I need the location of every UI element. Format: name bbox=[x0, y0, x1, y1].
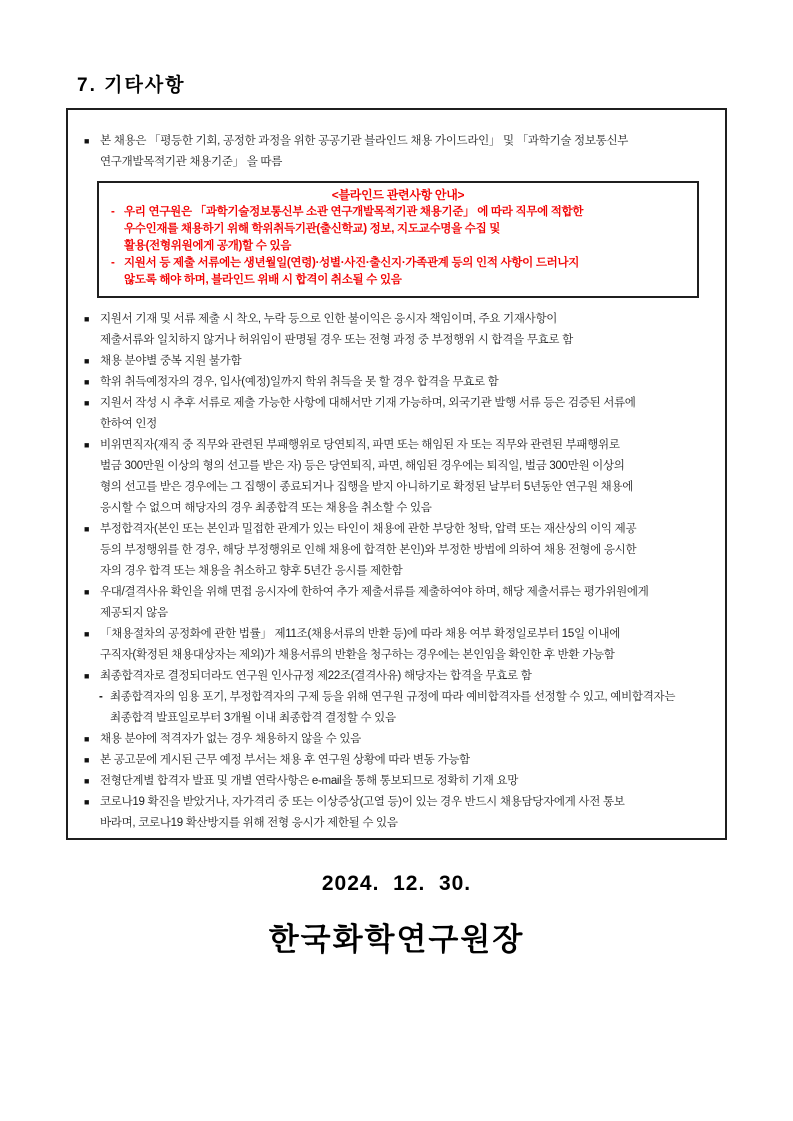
notice-line: 코로나19 확진을 받았거나, 자가격리 중 또는 이상증상(고열 등)이 있는 경우 반드시 채용담당자에게 사전 통보 bbox=[100, 796, 625, 808]
document-date: 2024. 12. 30. bbox=[321, 872, 472, 895]
notice-line: 채용 분야에 적격자가 없는 경우 채용하지 않을 수 있음 bbox=[100, 733, 361, 745]
notice-item-text bbox=[124, 255, 579, 289]
notice-item bbox=[84, 519, 713, 582]
notice-line: 자의 경우 합격 또는 채용을 취소하고 향후 5년간 응시를 제한함 bbox=[100, 565, 403, 577]
notice-items bbox=[84, 309, 713, 834]
notice-item bbox=[84, 792, 713, 834]
notice-line: 연구개발목적기관 채용기준」 을 따름 bbox=[100, 156, 283, 168]
notice-line: 등의 부정행위를 한 경우, 해당 부정행위로 인해 채용에 합격한 본인)와 부정한 방법에 의하여 채용 전형에 응시한 bbox=[100, 544, 637, 556]
section-title: 7. 기타사항 bbox=[77, 75, 186, 96]
notice-line: 활용(전형위원에게 공개)할 수 있음 bbox=[124, 240, 292, 252]
notice-line: 전형단계별 합격자 발표 및 개별 연락사항은 e-mail을 통해 통보되므로 정확히 기재 요망 bbox=[100, 775, 519, 787]
notice-line: 부정합격자(본인 또는 본인과 밀접한 관계가 있는 타인이 채용에 관한 부당한 청탁, 압력 또는 재산상의 이익 제공 bbox=[100, 523, 637, 535]
notice-line: 「채용절차의 공정화에 관한 법률」 제11조(채용서류의 반환 등)에 따라 채용 여부 확정일로부터 15일 이내에 bbox=[100, 628, 621, 640]
notice-line: 응시할 수 없으며 해당자의 경우 최종합격 또는 채용을 취소할 수 있음 bbox=[100, 502, 432, 514]
notice-item bbox=[84, 372, 713, 393]
bullet-marker: ■ bbox=[84, 587, 90, 597]
notice-item-text bbox=[100, 750, 470, 771]
notice-item bbox=[84, 666, 713, 687]
notice-line: 우리 연구원은 「과학기술정보통신부 소관 연구개발목적기관 채용기준」 에 따라 직무에 적합한 bbox=[124, 206, 584, 218]
notice-line: 최종합격자로 결정되더라도 연구원 인사규정 제22조(결격사유) 해당자는 합격을 무효로 함 bbox=[100, 670, 532, 682]
notice-item bbox=[99, 687, 713, 729]
notice-item-text bbox=[100, 372, 499, 393]
notice-item bbox=[84, 131, 713, 173]
notice-item bbox=[111, 204, 685, 255]
bullet-marker: ■ bbox=[84, 377, 90, 387]
blind-box-title: <블라인드 관련사항 안내> bbox=[331, 188, 465, 202]
bullet-marker: - bbox=[99, 691, 103, 703]
notice-item bbox=[84, 624, 713, 666]
bullet-marker: ■ bbox=[84, 440, 90, 450]
notice-line: 제공되지 않음 bbox=[100, 607, 168, 619]
bullet-marker: ■ bbox=[84, 524, 90, 534]
notice-item bbox=[84, 771, 713, 792]
notice-line: 우수인재를 채용하기 위해 학위취득기관(출신학교) 정보, 지도교수명을 수집 및 bbox=[124, 223, 501, 235]
notice-line: 우대/결격사유 확인을 위해 면접 응시자에 한하여 추가 제출서류를 제출하여야 하며, 해당 제출서류는 평가위원에게 bbox=[100, 586, 649, 598]
notice-item bbox=[84, 351, 713, 372]
notice-line: 바라며, 코로나19 확산방지를 위해 전형 응시가 제한될 수 있음 bbox=[100, 817, 398, 829]
notice-line: 최종합격자의 임용 포기, 부정합격자의 구제 등을 위해 연구원 규정에 따라 예비합격자를 선정할 수 있고, 예비합격자는 bbox=[110, 691, 676, 703]
notice-item-text bbox=[100, 131, 628, 173]
notice-item bbox=[84, 393, 713, 435]
notice-line: 본 채용은 「평등한 기회, 공정한 과정을 위한 공공기관 블라인드 채용 가이드라인」 및 「과학기술 정보통신부 bbox=[100, 135, 629, 147]
notice-item-text bbox=[100, 582, 649, 624]
notice-line: 지원서 기재 및 서류 제출 시 착오, 누락 등으로 인한 불이익은 응시자 책임이며, 주요 기재사항이 bbox=[100, 313, 558, 325]
notice-item-text bbox=[100, 771, 518, 792]
notice-line: 형의 선고를 받은 경우에는 그 집행이 종료되거나 집행을 받지 아니하기로 확정된 날부터 5년동안 연구원 채용에 bbox=[100, 481, 634, 493]
notice-line: 한하여 인정 bbox=[100, 418, 157, 430]
notice-item-text bbox=[100, 393, 636, 435]
notice-item-text bbox=[100, 435, 633, 519]
notice-item-text bbox=[100, 792, 625, 834]
blind-box-items bbox=[111, 204, 685, 289]
bullet-marker: ■ bbox=[84, 356, 90, 366]
notice-line: 학위 취득예정자의 경우, 입사(예정)일까지 학위 취득을 못 할 경우 합격을 무효로 함 bbox=[100, 376, 499, 388]
notice-box bbox=[66, 108, 727, 840]
notice-item-text bbox=[100, 624, 620, 666]
notice-item-text bbox=[100, 729, 361, 750]
notice-item bbox=[84, 582, 713, 624]
bullet-marker: - bbox=[111, 206, 115, 218]
notice-line: 않도록 해야 하며, 블라인드 위배 시 합격이 취소될 수 있음 bbox=[124, 274, 402, 286]
bullet-marker: ■ bbox=[84, 629, 90, 639]
blind-notice-box bbox=[97, 181, 699, 298]
notice-item-text bbox=[100, 519, 636, 582]
notice-item bbox=[84, 750, 713, 771]
notice-line: 벌금 300만원 이상의 형의 선고를 받은 자) 등은 당연퇴직, 파면, 해임된 경우에는 퇴직일, 벌금 300만원 이상의 bbox=[100, 460, 625, 472]
bullet-marker: ■ bbox=[84, 671, 90, 681]
bullet-marker: ■ bbox=[84, 734, 90, 744]
notice-line: 지원서 등 제출 서류에는 생년월일(연령)·성별·사진·출신지·가족관계 등의 인적 사항이 드러나지 bbox=[124, 257, 580, 269]
bullet-marker: ■ bbox=[84, 755, 90, 765]
notice-item bbox=[111, 255, 685, 289]
notice-line: 제출서류와 일치하지 않거나 허위임이 판명될 경우 또는 전형 과정 중 부정행위 시 합격을 무효로 함 bbox=[100, 334, 573, 346]
notice-intro bbox=[84, 131, 713, 173]
notice-item-text bbox=[100, 309, 573, 351]
bullet-marker: ■ bbox=[84, 776, 90, 786]
bullet-marker: ■ bbox=[84, 136, 90, 146]
bullet-marker: ■ bbox=[84, 797, 90, 807]
notice-item bbox=[84, 435, 713, 519]
notice-line: 지원서 작성 시 추후 서류로 제출 가능한 사항에 대해서만 기재 가능하며, 외국기관 발행 서류 등은 검증된 서류에 bbox=[100, 397, 636, 409]
bullet-marker: ■ bbox=[84, 398, 90, 408]
bullet-marker: ■ bbox=[84, 314, 90, 324]
notice-item-text bbox=[110, 687, 675, 729]
notice-item-text bbox=[100, 666, 532, 687]
notice-item-text bbox=[124, 204, 583, 255]
signature-title: 한국화학연구원장 bbox=[268, 922, 525, 957]
notice-line: 비위면직자(재직 중 직무와 관련된 부패행위로 당연퇴직, 파면 또는 해임된 자 또는 직무와 관련된 부패행위로 bbox=[100, 439, 620, 451]
notice-item bbox=[84, 309, 713, 351]
bullet-marker: - bbox=[111, 257, 115, 269]
notice-item-text bbox=[100, 351, 241, 372]
notice-line: 채용 분야별 중복 지원 불가함 bbox=[100, 355, 242, 367]
notice-line: 구직자(확정된 채용대상자는 제외)가 채용서류의 반환을 청구하는 경우에는 본인임을 확인한 후 반환 가능함 bbox=[100, 649, 615, 661]
notice-line: 본 공고문에 게시된 근무 예정 부서는 채용 후 연구원 상황에 따라 변동 가능함 bbox=[100, 754, 470, 766]
notice-item bbox=[84, 729, 713, 750]
notice-line: 최종합격 발표일로부터 3개월 이내 최종합격 결정할 수 있음 bbox=[110, 712, 396, 724]
